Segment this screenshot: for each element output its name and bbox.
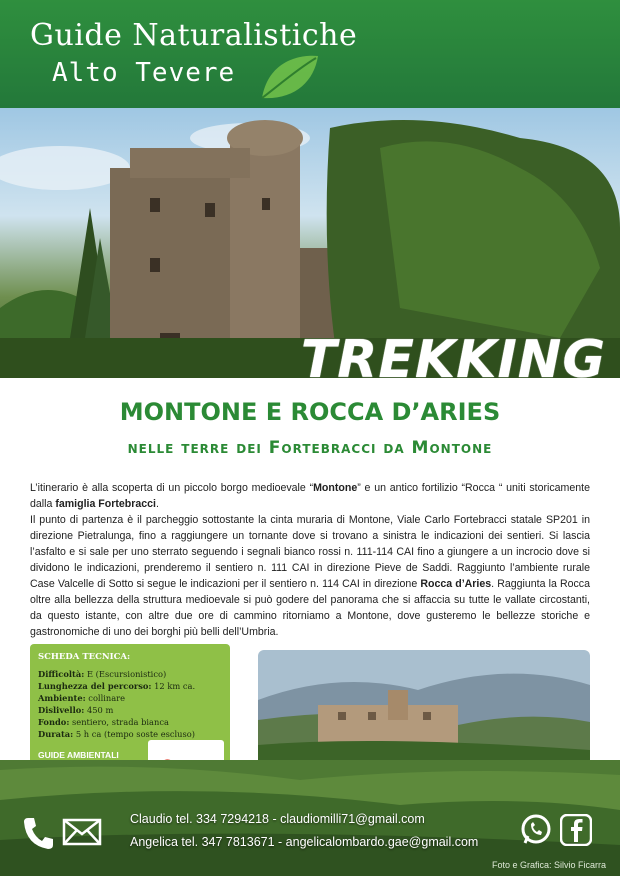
facebook-icon[interactable] bbox=[560, 814, 592, 846]
paragraph-route: Il punto di partenza è il parcheggio sottostante la cinta muraria di Montone, Viale Carlo Fortebracci statale SP201 in direzione Pietralunga, fino a raggiungere un tornante dove si trovano a sinistra le indicazioni dei sentieri. Si lascia l’asfalto e si sale per uno sterrato seguendo i segnali bianco rossi n. 111-114 CAI fino a giungere a un incrocio dove si dividono le indicazioni, prenderemo il sentiero n. 111 CAI in direzione Pieve de Saddi. Raggiunto l’ambiente rurale Case Valcelle di Sotto si segue le indicazioni per il sentiero n. 114 CAI in direzione Rocca d’Aries. Raggiunta la Rocca oltre alla bellezza della struttura medioevale si può godere del panorama che si affaccia su tutte le vallate circostanti, da questo istante, con altre due ore di cammino ritorniamo a Montone, dove gusteremo le bellezze storiche e gastronomiche di uno dei borghi più belli dell’Umbria. bbox=[30, 514, 590, 638]
mail-icon bbox=[62, 818, 102, 846]
contacts-block bbox=[130, 808, 478, 854]
contact-claudio: Claudio tel. 334 7294218 - claudiomilli71@gmail.com bbox=[130, 812, 425, 826]
tech-rows bbox=[38, 668, 195, 740]
whatsapp-icon[interactable] bbox=[520, 814, 552, 846]
tech-row: Lunghezza del percorso: 12 km ca. bbox=[38, 681, 196, 691]
contact-angelica: Angelica tel. 347 7813671 - angelicalombardo.gae@gmail.com bbox=[130, 835, 479, 849]
header-band bbox=[0, 0, 620, 108]
tech-row: Difficoltà: E (Escursionistico) bbox=[38, 669, 167, 679]
leaf-icon bbox=[258, 52, 320, 102]
tech-heading: SCHEDA TECNICA: bbox=[38, 652, 131, 662]
gae-label: GUIDE AMBIENTALI bbox=[38, 750, 119, 760]
org-name-line2: Alto Tevere bbox=[52, 58, 236, 88]
description bbox=[30, 480, 590, 640]
tech-row: Ambiente: collinare bbox=[38, 693, 126, 703]
trekking-label: TREKKING bbox=[300, 330, 606, 378]
hero-photo bbox=[0, 108, 620, 378]
org-name-line1: Guide Naturalistiche bbox=[30, 18, 358, 53]
route-title: MONTONE E ROCCA D’ARIES bbox=[119, 398, 501, 426]
tech-row: Dislivello: 450 m bbox=[38, 705, 114, 715]
tech-row: Fondo: sentiero, strada bianca bbox=[38, 717, 169, 727]
photo-credit: Foto e Grafica: Silvio Ficarra bbox=[491, 860, 606, 870]
paragraph-intro: L’itinerario è alla scoperta di un piccolo borgo medioevale “Montone” e un antico fortilizio “Rocca “ uniti storicamente dalla famiglia Fortebracci. bbox=[30, 482, 590, 510]
route-subtitle: nelle terre dei Fortebracci da Montone bbox=[127, 438, 493, 458]
tech-row: Durata: 5 h ca (tempo soste escluso) bbox=[38, 729, 196, 739]
phone-icon bbox=[22, 814, 54, 850]
